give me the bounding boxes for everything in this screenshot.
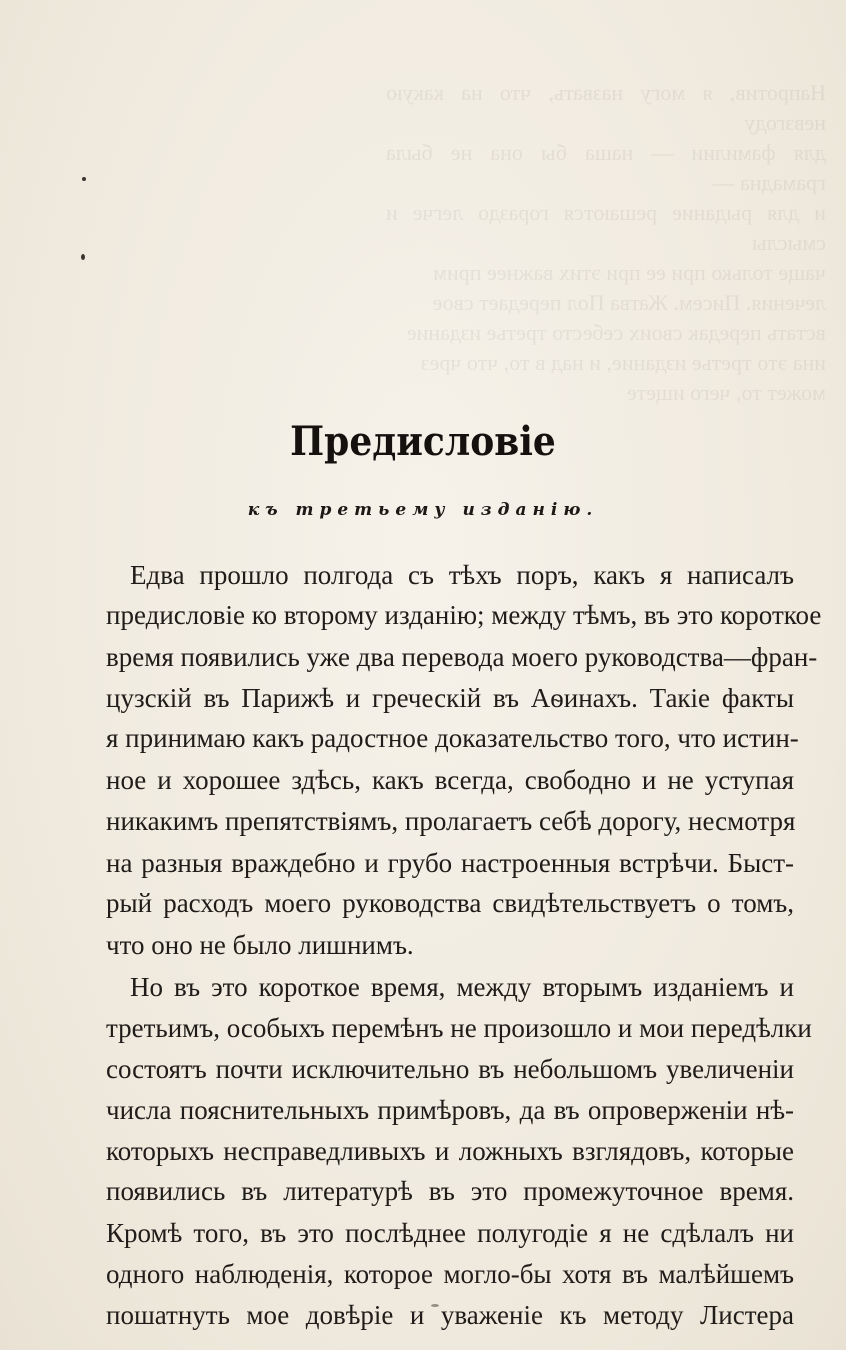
text-line: на разныя враждебно и грубо настроенныя встрѣчи. Быст- [106, 848, 794, 878]
text-line: рый расходъ моего руководства свидѣтельствуетъ о томъ, [106, 888, 794, 918]
text-line: одного наблюденія, которое могло-бы хотя въ малѣйшемъ [106, 1259, 794, 1289]
text-line: ное и хорошее здѣсь, какъ всегда, свободно и не уступая [106, 765, 794, 795]
text-line: которыхъ несправедливыхъ и ложныхъ взглядовъ, которые [106, 1136, 794, 1166]
text-line: появились въ литературѣ въ это промежуточное время. [106, 1176, 794, 1206]
text-line: время появились уже два перевода моего руководства—фран- [106, 642, 818, 672]
text-line: никакимъ препятствіямъ, пролагаетъ себѣ дорогу, несмотря [106, 806, 796, 836]
preface-title: Предисловіе [290, 418, 556, 465]
ink-speck [82, 177, 86, 181]
text-line: состоятъ почти исключительно въ небольшомъ увеличеніи [106, 1054, 794, 1084]
text-line: что оно не было лишнимъ. [106, 930, 414, 960]
text-line: Едва прошло полгода съ тѣхъ поръ, какъ я написалъ [130, 560, 794, 590]
text-line: Кромѣ того, въ это послѣднее полугодіе я не сдѣлалъ ни [106, 1218, 794, 1248]
text-line: третьимъ, особыхъ перемѣнъ не произошло и мои передѣлки [106, 1013, 812, 1043]
text-line: числа пояснительныхъ примѣровъ, да въ опроверженіи нѣ- [106, 1095, 794, 1125]
text-line: Но въ это короткое время, между вторымъ изданіемъ и [130, 972, 794, 1002]
text-line: пошатнуть мое довѣріе и уваженіе къ методу Листера [106, 1300, 794, 1330]
ink-speck [81, 254, 85, 260]
text-line: я принимаю какъ радостное доказательство того, что истин- [106, 723, 799, 753]
preface-subtitle: къ третьему изданію. [247, 500, 599, 520]
text-line: цузскій въ Парижѣ и греческій въ Аѳинахъ. Такіе факты [106, 683, 794, 713]
reverse-side-bleed-through: Напротив, я могу назвать, что на какую невзгоду для фамилии — наша бы она не была грамадна — и для рыдание решаются гораздо легче и смыслы чаще только при ее при этих важнее прим лечения. Писем. Жатва Пол передает свое встать передак своих себесто третье издание ина это третье издание, и над в то, что чрез может то, чего ищете [386, 80, 826, 405]
text-line: предисловіе ко второму изданію; между тѣмъ, въ это короткое [106, 600, 822, 630]
